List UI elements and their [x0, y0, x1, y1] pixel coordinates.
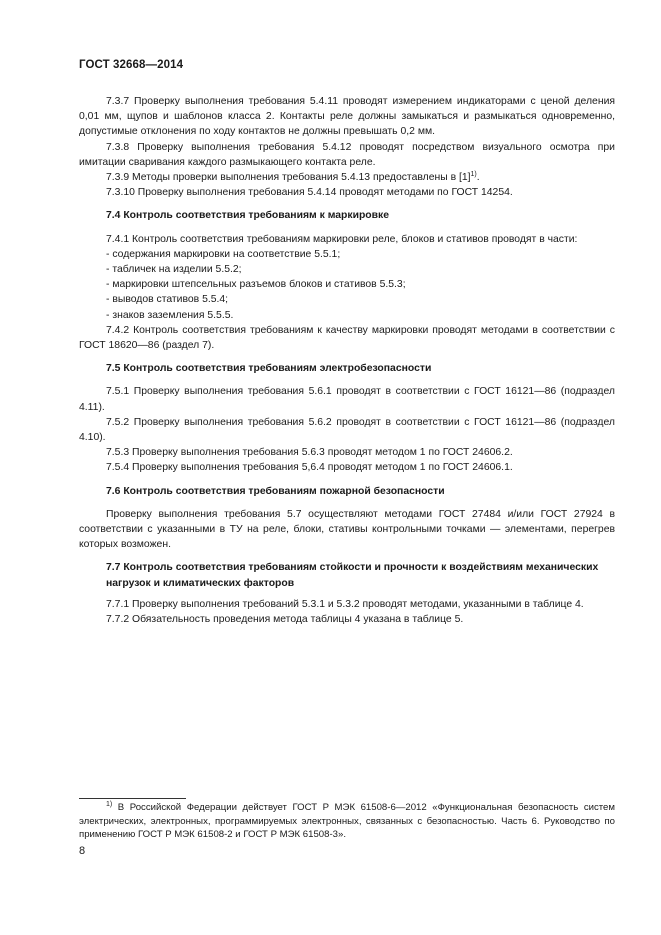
- page-number: 8: [79, 845, 86, 857]
- heading-7-5: 7.5 Контроль соответствия требованиям электробезопасности: [106, 363, 432, 375]
- page-body: [79, 94, 615, 627]
- clause-7-5-4: 7.5.4 Проверку выполнения требования 5,6.4 проводят методом 1 по ГОСТ 24606.1.: [106, 462, 513, 474]
- heading-7-7: 7.7 Контроль соответствия требованиям стойкости и прочности к воздействиям механических нагрузок и климатических факторов: [106, 562, 599, 589]
- clause-7-3-7: 7.3.7 Проверку выполнения требования 5.4.11 проводят измерением индикаторами с ценой деления 0,01 мм, щупов и шаблонов класса 2. Контакты реле должны замыкаться и размыкаться одновременно, допустимые отклонения по ходу контактов не должны превышать 0,2 мм.: [79, 96, 615, 138]
- heading-7-4: 7.4 Контроль соответствия требованиям к маркировке: [106, 210, 390, 222]
- footnote: [79, 801, 615, 842]
- clause-7-5-2: 7.5.2 Проверку выполнения требования 5.6.2 проводят в соответствии с ГОСТ 16121—86 (подраздел 4.10).: [79, 416, 615, 444]
- clause-7-3-8: 7.3.8 Проверку выполнения требования 5.4.12 проводят посредством визуального осмотра при имитации сваривания каждого размыкающего контакта реле.: [79, 141, 615, 168]
- clause-7-7-2: 7.7.2 Обязательность проведения метода таблицы 4 указана в таблице 5.: [106, 614, 464, 626]
- list-item: - выводов стативов 5.5.4;: [106, 294, 229, 306]
- footnote-marker: 1): [106, 801, 113, 808]
- clause-7-4-1: 7.4.1 Контроль соответствия требованиям маркировки реле, блоков и стативов проводят в части:: [106, 233, 578, 245]
- list-item: - маркировки штепсельных разъемов блоков и стативов 5.5.3;: [106, 279, 406, 291]
- clause-7-5-3: 7.5.3 Проверку выполнения требования 5.6.3 проводят методом 1 по ГОСТ 24606.2.: [106, 447, 513, 459]
- clause-7-3-9: [79, 170, 615, 185]
- clause-7-3-10: 7.3.10 Проверку выполнения требования 5.4.14 проводят методами по ГОСТ 14254.: [106, 187, 513, 199]
- document-header: ГОСТ 32668—2014: [79, 59, 184, 71]
- list-item: - табличек на изделии 5.5.2;: [106, 264, 242, 276]
- clause-7-3-9-text: 7.3.9 Методы проверки выполнения требования 5.4.13 предоставлены в [1]: [106, 172, 471, 184]
- clause-7-3-9-end: .: [476, 172, 480, 184]
- clause-7-4-2: 7.4.2 Контроль соответствия требованиям к качеству маркировки проводят методами в соответствии с ГОСТ 18620—86 (раздел 7).: [79, 324, 615, 352]
- footnote-divider: [79, 798, 186, 799]
- list-item: - содержания маркировки на соответствие 5.5.1;: [106, 248, 341, 260]
- footnote-reference[interactable]: 1): [470, 171, 477, 179]
- footnote-text: В Российской Федерации действует ГОСТ Р МЭК 61508-6—2012 «Функциональная безопасность систем электрических, электронных, программируемых электронных, связанных с безопасностью. Часть 6. Руководство по применению ГОСТ Р МЭК 61508-2 и ГОСТ Р МЭК 61508-3».: [79, 802, 615, 840]
- clause-7-5-1: 7.5.1 Проверку выполнения требования 5.6.1 проводят в соответствии с ГОСТ 16121—86 (подраздел 4.11).: [79, 386, 615, 413]
- clause-7-6: Проверку выполнения требования 5.7 осуществляют методами ГОСТ 27484 и/или ГОСТ 27924 в соответствии с указанными в ТУ на реле, блоки, стативы контрольными точками — элементами, перегрев которых возможен.: [79, 508, 615, 551]
- list-item: - знаков заземления 5.5.5.: [106, 309, 234, 321]
- heading-7-6: 7.6 Контроль соответствия требованиям пожарной безопасности: [106, 485, 445, 497]
- clause-7-7-1: 7.7.1 Проверку выполнения требований 5.3.1 и 5.3.2 проводят методами, указанными в таблице 4.: [106, 598, 584, 610]
